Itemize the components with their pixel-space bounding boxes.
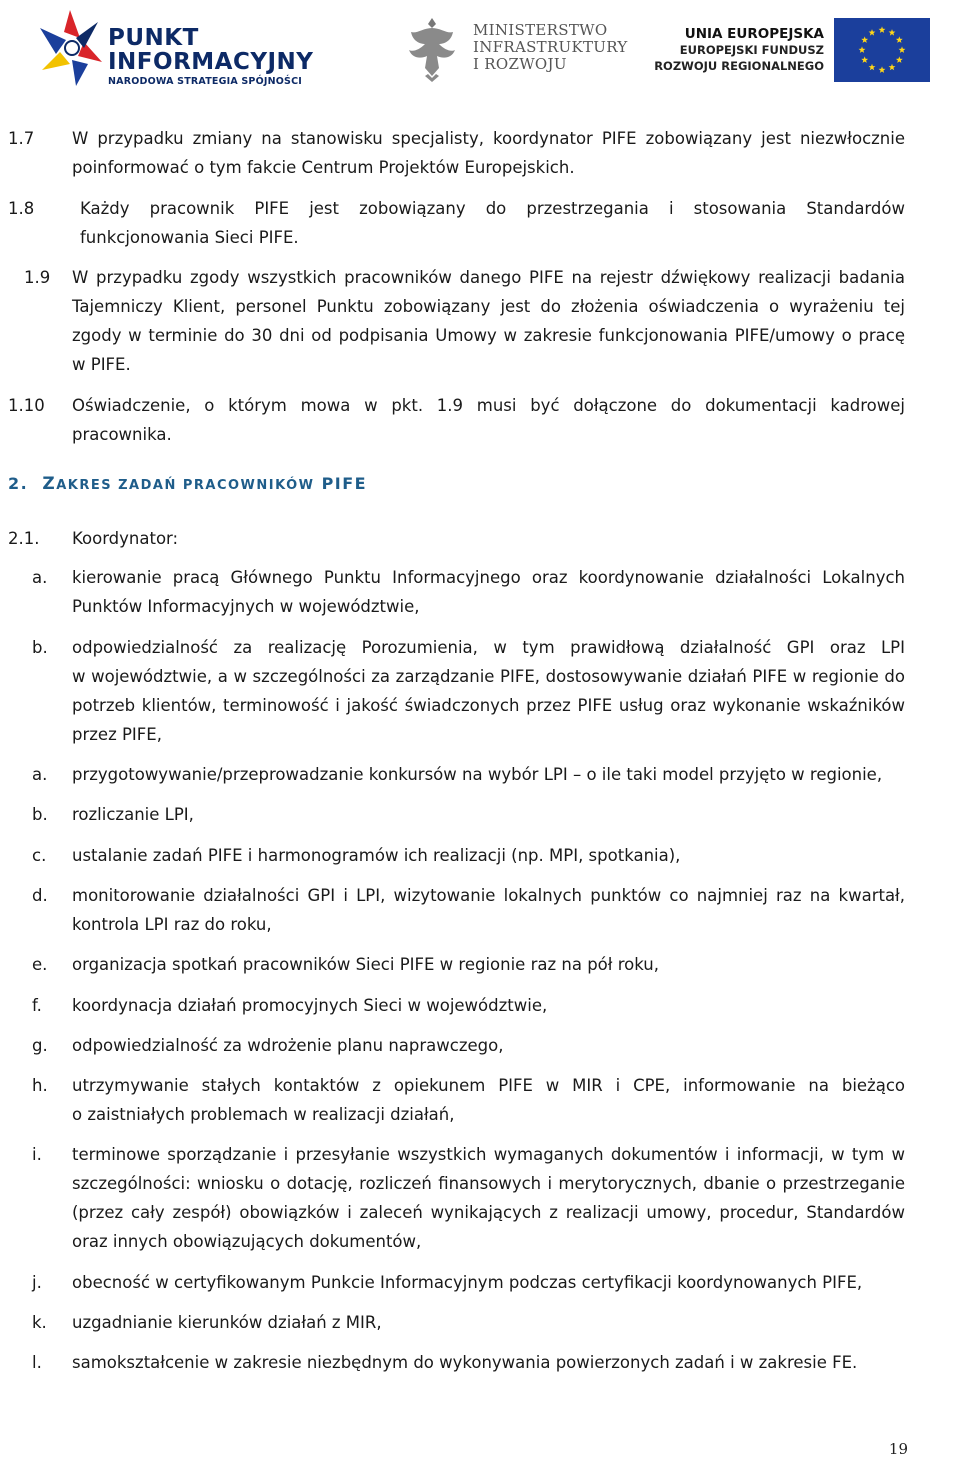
section-first-letter: Z: [42, 474, 57, 494]
list-marker: a.: [32, 568, 48, 587]
section-suffix: PIFE: [321, 474, 368, 493]
paragraph-line: Oświadczenie, o którym mowa w pkt. 1.9 musi być dołączone do dokumentacji kadrowej: [72, 396, 905, 415]
list-marker: g.: [32, 1036, 48, 1055]
ministry-line-1: MINISTERSTWO: [473, 21, 608, 39]
list-item-line: odpowiedzialność za wdrożenie planu naprawczego,: [72, 1036, 504, 1055]
ministerstwo-logo: [403, 14, 663, 84]
list-marker: f.: [32, 996, 42, 1015]
list-item-line: odpowiedzialność za realizację Porozumienia, w tym prawidłową działalność GPI oraz LPI: [72, 638, 905, 657]
list-item-line: obecność w certyfikowanym Punkcie Informacyjnym podczas certyfikacji koordynowanych PIFE,: [72, 1273, 863, 1292]
list-marker: e.: [32, 955, 48, 974]
section-number: 2.: [8, 474, 29, 493]
list-item-line: monitorowanie działalności GPI i LPI, wizytowanie lokalnych punktów co najmniej raz na kwartał,: [72, 886, 905, 905]
paragraph-line: poinformować o tym fakcie Centrum Projektów Europejskich.: [72, 158, 575, 177]
list-item-line: szczególności: wniosku o dotację, rozliczeń finansowych i merytorycznych, dbanie o przestrzeganie: [72, 1174, 905, 1193]
list-item-line: uzgadnianie kierunków działań z MIR,: [72, 1313, 382, 1332]
eu-flag-icon: [834, 18, 930, 82]
list-item-line: w województwie, a w szczególności za zarządzanie PIFE, dostosowywanie działań PIFE w regionie do: [72, 667, 905, 686]
page-header: [0, 0, 960, 100]
list-marker: a.: [32, 765, 48, 784]
paragraph-line: funkcjonowania Sieci PIFE.: [80, 228, 299, 247]
list-item-line: potrzeb klientów, terminowość i jakość świadczonych przez PIFE usług oraz wykonanie wskaźników: [72, 696, 905, 715]
paragraph-line: zgody w terminie do 30 dni od podpisania Umowy w zakresie funkcjonowania PIFE/umowy o pracę: [72, 326, 905, 345]
paragraph-number: 1.8: [8, 199, 35, 218]
logo-line-3: NARODOWA STRATEGIA SPÓJNOŚCI: [108, 76, 302, 87]
list-item-line: o zaistniałych problemach w realizacji działań,: [72, 1105, 455, 1124]
list-marker: c.: [32, 846, 47, 865]
subsection-label: Koordynator:: [72, 529, 179, 548]
list-item-line: samokształcenie w zakresie niezbędnym do wykonywania powierzonych zadań i w zakresie FE.: [72, 1353, 858, 1372]
list-item-line: kontrola LPI raz do roku,: [72, 915, 272, 934]
paragraph-number: 1.7: [8, 129, 35, 148]
eu-line-3: ROZWOJU REGIONALNEGO: [654, 59, 824, 73]
page-number: 19: [888, 1440, 908, 1458]
eu-text: [654, 26, 824, 74]
paragraph-number: 1.10: [8, 396, 45, 415]
logo-line-2: INFORMACYJNY: [108, 49, 314, 75]
eu-logo: [654, 18, 934, 82]
list-item-line: terminowe sporządzanie i przesyłanie wszystkich wymaganych dokumentów i informacji, w tym w: [72, 1145, 905, 1164]
list-marker: l.: [32, 1353, 42, 1372]
star-burst-icon: [36, 8, 104, 88]
list-item-line: przygotowywanie/przeprowadzanie konkursów na wybór LPI – o ile taki model przyjęto w regionie,: [72, 765, 883, 784]
list-marker: b.: [32, 638, 48, 657]
paragraph-line: W przypadku zgody wszystkich pracowników danego PIFE na rejestr dźwiękowy realizacji badania: [72, 268, 905, 287]
list-item-line: koordynacja działań promocyjnych Sieci w województwie,: [72, 996, 548, 1015]
list-item-line: Punktów Informacyjnych w województwie,: [72, 597, 420, 616]
subsection-number: 2.1.: [8, 529, 40, 548]
list-marker: i.: [32, 1145, 42, 1164]
list-item-line: (przez cały zespół) obowiązków i zaleceń wynikających z realizacji umowy, procedur, Standardów: [72, 1203, 905, 1222]
list-item-line: kierowanie pracą Głównego Punktu Informacyjnego oraz koordynowanie działalności Lokalnych: [72, 568, 905, 587]
paragraph-line: pracownika.: [72, 425, 172, 444]
ministry-name: [473, 22, 628, 73]
list-item-line: ustalanie zadań PIFE i harmonogramów ich realizacji (np. MPI, spotkania),: [72, 846, 681, 865]
ministry-line-3: I ROZWOJU: [473, 55, 567, 73]
paragraph-line: W przypadku zmiany na stanowisku specjalisty, koordynator PIFE zobowiązany jest niezwłocznie: [72, 129, 905, 148]
list-marker: d.: [32, 886, 48, 905]
logo-line-1: PUNKT: [108, 25, 199, 51]
paragraph-line: w PIFE.: [72, 355, 131, 374]
list-item-line: utrzymywanie stałych kontaktów z opiekunem PIFE w MIR i CPE, informowanie na bieżąco: [72, 1076, 905, 1095]
list-item-line: przez PIFE,: [72, 725, 162, 744]
eu-line-1: UNIA EUROPEJSKA: [684, 26, 824, 42]
eagle-emblem-icon: [403, 14, 461, 84]
section-title: AKRES ZADAŃ PRACOWNIKÓW: [56, 478, 315, 493]
list-marker: j.: [32, 1273, 42, 1292]
list-marker: k.: [32, 1313, 47, 1332]
list-item-line: organizacja spotkań pracowników Sieci PIFE w regionie raz na pół roku,: [72, 955, 659, 974]
punkt-informacyjny-logo: [36, 6, 314, 88]
list-item-line: oraz innych obowiązujących dokumentów,: [72, 1232, 422, 1251]
paragraph-line: Każdy pracownik PIFE jest zobowiązany do przestrzegania i stosowania Standardów: [80, 199, 905, 218]
eu-line-2: EUROPEJSKI FUNDUSZ: [679, 43, 824, 57]
list-marker: h.: [32, 1076, 48, 1095]
paragraph-line: Tajemniczy Klient, personel Punktu zobowiązany jest do złożenia oświadczenia o wyrażeniu tej: [72, 297, 905, 316]
paragraph-number: 1.9: [24, 268, 51, 287]
list-item-line: rozliczanie LPI,: [72, 805, 194, 824]
ministry-line-2: INFRASTRUKTURY: [473, 38, 628, 56]
section-heading: [8, 474, 367, 494]
list-marker: b.: [32, 805, 48, 824]
